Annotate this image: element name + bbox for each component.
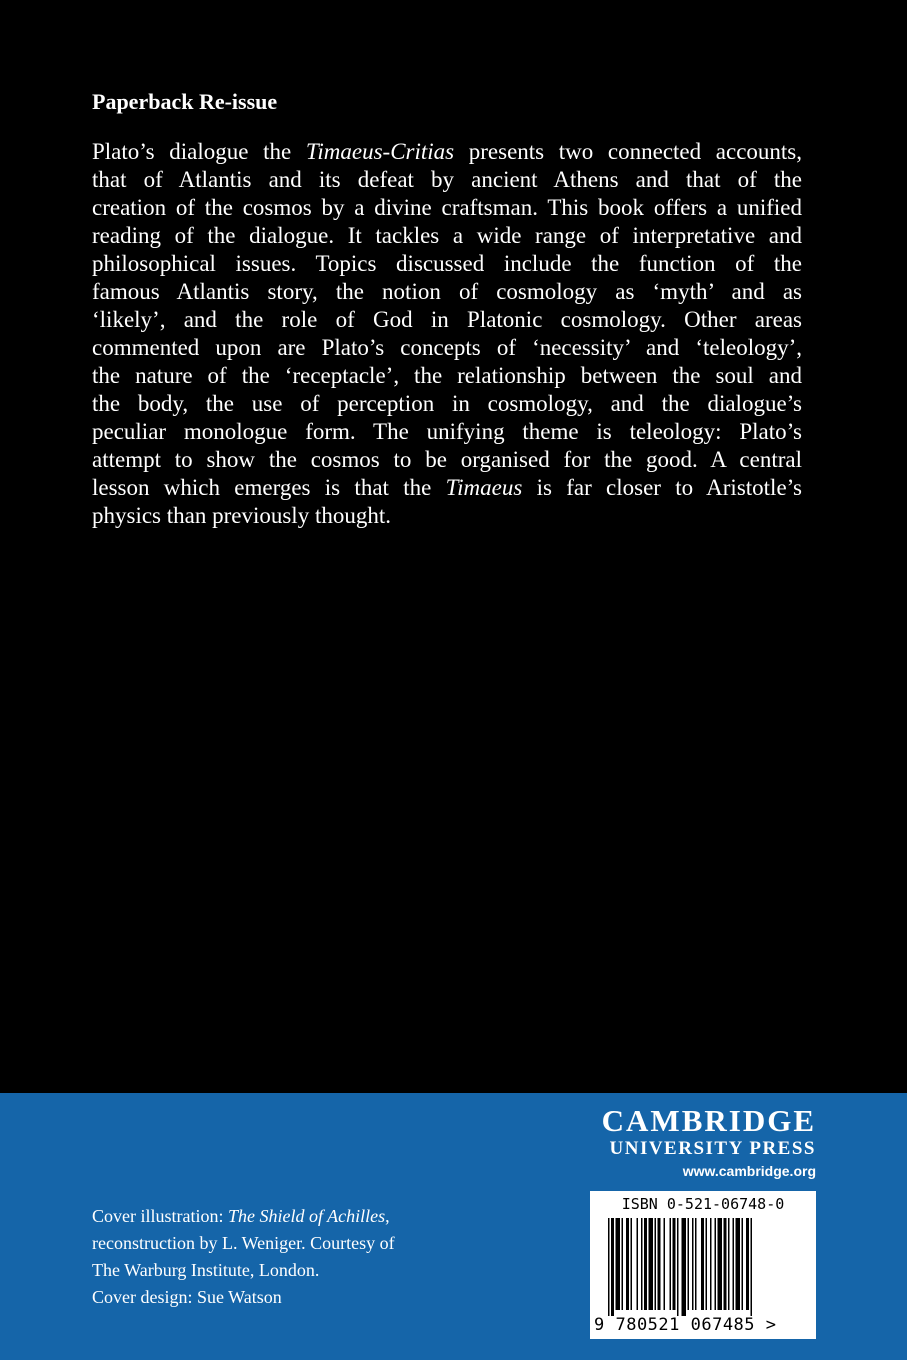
publisher-url: www.cambridge.org [682,1163,816,1179]
barcode-bar [742,1218,744,1310]
blurb-line: Plato’s dialogue the Timaeus-Critias presents two connected accounts, [92,139,803,164]
blurb-line: creation of the cosmos by a divine craftsman. This book offers a unified [92,195,802,220]
barcode-bar [682,1218,687,1316]
publisher-subtitle: UNIVERSITY PRESS [609,1138,816,1159]
barcode-bar [670,1218,672,1310]
illustration-title: The Shield of Achilles [227,1206,386,1226]
publisher-logo [602,1104,816,1182]
barcode-bar [611,1218,614,1316]
blurb-line: ‘likely’, and the role of God in Platonic cosmology. Other areas [92,307,802,332]
blurb-line: reading of the dialogue. It tackles a wide range of interpretative and [92,223,802,248]
barcode-bar [715,1218,717,1310]
barcode-bar [701,1218,704,1310]
blurb-line: philosophical issues. Topics discussed include the function of the [92,251,802,276]
barcode-bar [733,1218,735,1310]
barcode-bar [706,1218,708,1310]
barcode-bar [677,1218,679,1316]
isbn-label: ISBN 0-521-06748-0 [621,1195,785,1213]
barcode-bar [658,1218,661,1310]
barcode-bar [673,1218,676,1310]
barcode-bar [631,1218,633,1310]
barcode-bar [616,1218,621,1310]
blurb-line: peculiar monologue form. The unifying theme is teleology: Plato’s [92,419,802,444]
edition-heading: Paperback Re-issue [92,89,278,114]
barcode-bar [695,1218,697,1310]
barcode-bar [655,1218,657,1310]
blurb-line: commented upon are Plato’s concepts of ‘necessity’ and ‘teleology’, [92,335,802,360]
credit-line-design: Cover design: Sue Watson [92,1287,282,1307]
blurb-text [92,138,802,530]
barcode-bar [644,1218,647,1310]
barcode-bar [728,1218,730,1310]
blurb-line: physics than previously thought. [92,503,391,528]
barcode-bar [608,1218,610,1316]
blurb-line: attempt to show the cosmos to be organised for the good. A central [92,447,802,472]
barcode-bar [622,1218,624,1310]
barcode-bar [724,1218,727,1310]
barcode-bar [641,1218,643,1310]
barcode-bar [751,1218,753,1316]
isbn-barcode [590,1191,816,1339]
credit-line-illustration: Cover illustration: The Shield of Achilles, [92,1206,390,1226]
barcode-bar [637,1218,639,1310]
barcode-bar [626,1218,629,1310]
barcode-bar [692,1218,694,1310]
blurb-line: the nature of the ‘receptacle’, the relationship between the soul and [92,363,802,388]
barcode-bar [649,1218,654,1310]
credit-line-reconstruction: reconstruction by L. Weniger. Courtesy of [92,1233,395,1253]
blurb-line: the body, the use of perception in cosmology, and the dialogue’s [92,391,802,416]
credit-line-institute: The Warburg Institute, London. [92,1260,320,1280]
barcode-bar [688,1218,690,1310]
blurb-line: lesson which emerges is that the Timaeus is far closer to Aristotle’s [92,475,802,500]
blurb-line: famous Atlantis story, the notion of cosmology as ‘myth’ and as [92,279,802,304]
barcode-bar [746,1218,749,1310]
barcode-bar [736,1218,741,1310]
cover-credits [92,1203,395,1311]
barcode-bar [664,1218,666,1310]
publisher-name: CAMBRIDGE [601,1103,816,1138]
barcode-bars [608,1218,798,1316]
barcode-number: 9 780521 067485 > [594,1315,777,1335]
blurb-line: that of Atlantis and its defeat by ancient Athens and that of the [92,167,802,192]
barcode-bar [718,1218,723,1310]
barcode-bar [710,1218,712,1310]
